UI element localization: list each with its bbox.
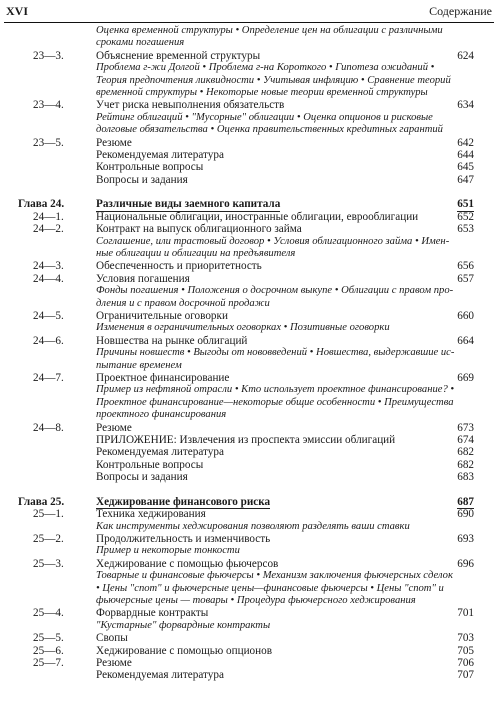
- entry-number: 25—4.: [33, 607, 64, 620]
- entry-title: Контрольные вопросы: [96, 458, 204, 471]
- entry-title: Проектное финансирование—некоторые общие особенности • Преимущества: [96, 396, 454, 408]
- toc-chapter-entry: [0, 496, 500, 508]
- entry-title: Резюме: [96, 421, 132, 434]
- entry-title: Обеспеченность и приоритетность: [96, 260, 262, 273]
- toc-section-entry: [0, 99, 500, 111]
- entry-page-number: 652: [457, 210, 474, 223]
- entry-page-number: 683: [457, 471, 474, 484]
- entry-title: пытание временем: [96, 359, 182, 371]
- entry-number: 24—8.: [33, 421, 64, 434]
- entry-title: Рейтинг облигаций • "Мусорные" облигации • Оценка опционов и рисковые: [96, 111, 433, 123]
- entry-page-number: 642: [457, 136, 474, 149]
- entry-title: Форвардные контракты: [96, 607, 209, 620]
- entry-title: Техника хеджирования: [96, 508, 206, 521]
- entry-title: Оценка временной структуры • Определение цен на облигации с различными: [96, 25, 443, 36]
- entry-page-number: 696: [457, 557, 474, 570]
- entry-number: 24—1.: [33, 210, 64, 223]
- entry-title: Условия погашения: [96, 272, 190, 285]
- entry-title: Резюме: [96, 136, 132, 149]
- entry-title: ПРИЛОЖЕНИЕ: Извлечения из проспекта эмиссии облигаций: [96, 433, 396, 446]
- entry-title: Соглашение, или трастовый договор • Условия облигационного займа • Имен-: [96, 235, 450, 247]
- entry-title: Пример из нефтяной отрасли • Кто использует проектное финансирование? •: [96, 384, 455, 396]
- entry-page-number: 673: [457, 421, 474, 434]
- entry-page-number: 706: [457, 656, 474, 669]
- toc-section-entry: [0, 335, 500, 347]
- toc-subtopics-line: [0, 397, 500, 409]
- entry-title: Контрольные вопросы: [96, 161, 204, 174]
- toc-subtopics-line: [0, 360, 500, 372]
- entry-page-number: 690: [457, 508, 474, 521]
- section-gap: [0, 483, 500, 495]
- entry-title: Учет риска невыполнения обязательств: [96, 99, 285, 112]
- entry-number: 25—6.: [33, 644, 64, 657]
- toc-section-entry: [0, 50, 500, 62]
- toc-subtopics-line: [0, 62, 500, 74]
- toc-subtopics-line: [0, 620, 500, 632]
- toc-section-entry: [0, 459, 500, 471]
- toc-section-entry: [0, 422, 500, 434]
- entry-page-number: 634: [457, 99, 474, 112]
- entry-title: Вопросы и задания: [96, 471, 188, 484]
- entry-number: 25—5.: [33, 632, 64, 645]
- entry-title: Хеджирование с помощью фьючерсов: [96, 557, 279, 570]
- header-rule: [4, 22, 494, 23]
- toc-section-entry: [0, 657, 500, 669]
- entry-title: Изменения в ограничительных оговорках • Позитивные оговорки: [96, 322, 390, 334]
- entry-page-number: 705: [457, 644, 474, 657]
- toc-section-entry: [0, 446, 500, 458]
- entry-page-number: 669: [457, 371, 474, 384]
- toc-subtopics-line: [0, 285, 500, 297]
- entry-title: Резюме: [96, 656, 132, 669]
- toc-section-entry: [0, 558, 500, 570]
- entry-number: 23—4.: [33, 99, 64, 112]
- entry-page-number: 647: [457, 173, 474, 186]
- entry-title: Пример и некоторые тонкости: [96, 545, 240, 557]
- entry-page-number: 701: [457, 607, 474, 620]
- toc-chapter-entry: [0, 198, 500, 210]
- entry-page-number: 682: [457, 458, 474, 471]
- toc-subtopics-line: [0, 570, 500, 582]
- entry-title: Проблема г-жи Долгой • Проблема г-на Короткого • Гипотеза ожиданий •: [96, 62, 435, 74]
- entry-number: 25—3.: [33, 557, 64, 570]
- toc-subtopics-line: [0, 409, 500, 421]
- toc-section-entry: [0, 607, 500, 619]
- entry-title: долговые обязательства • Оценка правительственных кредитных гарантий: [96, 124, 443, 136]
- entry-page-number: 687: [457, 495, 474, 508]
- toc-subtopics-line: [0, 75, 500, 87]
- toc-section-entry: [0, 632, 500, 644]
- toc-section-entry: [0, 533, 500, 545]
- toc-section-entry: [0, 669, 500, 681]
- entry-title: Национальные облигации, иностранные облигации, еврооблигации: [96, 210, 419, 223]
- entry-title: Фонды погашения • Положения о досрочном выкупе • Облигации с правом про-: [96, 285, 454, 297]
- entry-title: Объяснение временной структуры: [96, 49, 261, 62]
- entry-page-number: 674: [457, 433, 474, 446]
- entry-title: Рекомендуемая литература: [96, 446, 224, 459]
- entry-page-number: 660: [457, 309, 474, 322]
- entry-page-number: 693: [457, 533, 474, 546]
- entry-number: 24—7.: [33, 371, 64, 384]
- entry-number: 23—5.: [33, 136, 64, 149]
- entry-title: • Цены "спот" и фьючерсные цены—финансовые фьючерсы • Цены "спот" и: [96, 582, 444, 594]
- entry-page-number: 657: [457, 272, 474, 285]
- entry-title: Хеджирование с помощью опционов: [96, 644, 273, 657]
- toc-subtopics-line: [0, 124, 500, 136]
- entry-number: 25—2.: [33, 533, 64, 546]
- entry-page-number: 645: [457, 161, 474, 174]
- toc-subtopics-line: [0, 521, 500, 533]
- entry-title: Проектное финансирование: [96, 371, 230, 384]
- entry-title: "Кустарные" форвардные контракты: [96, 619, 271, 631]
- entry-number: Глава 24.: [18, 198, 65, 211]
- toc-section-entry: [0, 471, 500, 483]
- toc-subtopics-line: [0, 384, 500, 396]
- entry-title: Товарные и финансовые фьючерсы • Механизм заключения фьючерсных сделок: [96, 570, 453, 582]
- entry-number: 24—4.: [33, 272, 64, 285]
- entry-title: Хеджирование финансового риска: [96, 495, 271, 508]
- toc-section-entry: [0, 211, 500, 223]
- entry-page-number: 703: [457, 632, 474, 645]
- running-title: Содержание: [429, 4, 492, 18]
- toc-section-entry: [0, 310, 500, 322]
- toc-section-entry: [0, 223, 500, 235]
- entry-title: Свопы: [96, 632, 128, 645]
- toc-subtopics-line: [0, 322, 500, 334]
- entry-title: Рекомендуемая литература: [96, 148, 224, 161]
- page-header: [6, 4, 492, 22]
- entry-title: сроками погашения: [96, 37, 185, 49]
- toc-section-entry: [0, 273, 500, 285]
- section-gap: [0, 186, 500, 198]
- entry-number: 25—7.: [33, 656, 64, 669]
- entry-title: Контракт на выпуск облигационного займа: [96, 223, 302, 236]
- entry-title: Вопросы и задания: [96, 173, 188, 186]
- toc-section-entry: [0, 508, 500, 520]
- toc-subtopics-line: [0, 347, 500, 359]
- entry-title: Ограничительные оговорки: [96, 309, 228, 322]
- entry-number: 23—3.: [33, 49, 64, 62]
- entry-title: Причины новшеств • Выгоды от нововведений • Новшества, выдержавшие ис-: [96, 347, 455, 359]
- entry-page-number: 651: [457, 198, 474, 211]
- entry-page-number: 624: [457, 49, 474, 62]
- entry-page-number: 644: [457, 148, 474, 161]
- entry-title: Продолжительность и изменчивость: [96, 533, 271, 546]
- toc-subtopics-line: [0, 25, 500, 37]
- toc-subtopics-line: [0, 545, 500, 557]
- toc-subtopics-line: [0, 298, 500, 310]
- entry-number: 24—3.: [33, 260, 64, 273]
- entry-number: 24—2.: [33, 223, 64, 236]
- entry-title: проектного финансирования: [96, 409, 227, 421]
- entry-page-number: 682: [457, 446, 474, 459]
- entry-title: Как инструменты хеджирования позволяют разделять ваши ставки: [96, 520, 410, 532]
- page-number: XVI: [6, 4, 29, 18]
- entry-title: временной структуры • Некоторые новые теории временной структуры: [96, 86, 428, 98]
- entry-page-number: 664: [457, 334, 474, 347]
- entry-page-number: 653: [457, 223, 474, 236]
- toc-section-entry: [0, 645, 500, 657]
- entry-title: Теория предпочтения ликвидности • Учитывая инфляцию • Сравнение теорий: [96, 74, 451, 86]
- entry-title: Различные виды заемного капитала: [96, 198, 281, 211]
- toc-subtopics-line: [0, 595, 500, 607]
- entry-number: 25—1.: [33, 508, 64, 521]
- toc-subtopics-line: [0, 236, 500, 248]
- toc-subtopics-line: [0, 583, 500, 595]
- entry-title: фьючерсные цены — товары • Процедура фьючерсного хеджирования: [96, 594, 416, 606]
- entry-title: ные облигации и облигации на предъявителя: [96, 248, 296, 260]
- entry-page-number: 707: [457, 669, 474, 682]
- toc-section-entry: [0, 174, 500, 186]
- toc-subtopics-line: [0, 112, 500, 124]
- entry-number: 24—6.: [33, 334, 64, 347]
- toc-section-entry: [0, 372, 500, 384]
- toc-section-entry: [0, 434, 500, 446]
- toc-section-entry: [0, 149, 500, 161]
- toc-subtopics-line: [0, 37, 500, 49]
- toc-section-entry: [0, 137, 500, 149]
- entry-title: Рекомендуемая литература: [96, 669, 224, 682]
- toc-subtopics-line: [0, 87, 500, 99]
- entry-title: дления и с правом досрочной продажи: [96, 297, 270, 309]
- entry-page-number: 656: [457, 260, 474, 273]
- entry-title: Новшества на рынке облигаций: [96, 334, 248, 347]
- toc-section-entry: [0, 260, 500, 272]
- toc-subtopics-line: [0, 248, 500, 260]
- entry-number: Глава 25.: [18, 495, 65, 508]
- entry-number: 24—5.: [33, 309, 64, 322]
- table-of-contents: [0, 25, 500, 682]
- toc-section-entry: [0, 161, 500, 173]
